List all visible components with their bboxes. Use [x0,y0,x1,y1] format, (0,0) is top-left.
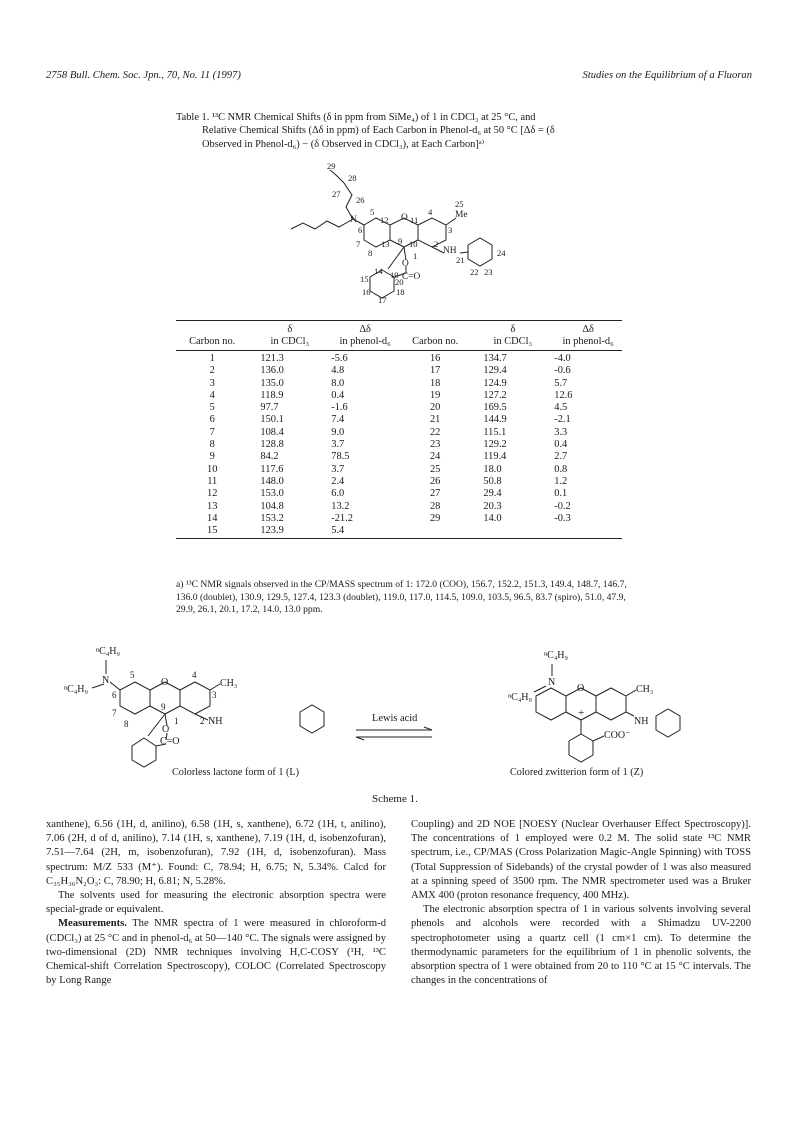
table-cell-dd1: 9.0 [331,426,345,438]
table-cell-c1: 8 [209,439,215,451]
table-cell-c2: 17 [429,365,441,377]
table-cell-d1: 135.0 [260,377,284,389]
label-26: 26 [356,195,365,205]
table-row [176,414,622,426]
label-10: 10 [409,239,418,249]
table-cell-dd1: -1.6 [331,402,348,414]
table-row [176,513,622,525]
table-cell-dd2 [542,525,622,539]
table-cell-c2: 28 [429,500,441,512]
table-cell-c1: 5 [209,402,215,414]
table-cell-d1: 136.0 [260,365,284,377]
table-cell-c1: 10 [207,463,218,475]
label-1: 1 [413,251,418,261]
scheme-title: Scheme 1. [372,793,418,805]
l-bond-n-ring [110,682,120,690]
table-cell-d1: 121.3 [260,353,284,364]
table-cell-dd1: 2.4 [331,475,345,487]
table-footnote: a) ¹³C NMR signals observed in the CP/MASS spectrum of 1: 172.0 (COO), 156.7, 152.2, 151.3, 149.4, 148.7, 146.7, 136.0 (doublet), 130.9, 129.5, 127.4, 123.3 (doublet), 119.0, 117.0, 114.5, 109.0, 103.5, 96.5, 83.7 (spiro), 51.0, 47.9, 29.9, 26.1, 20.1, 17.2, 14.0, 13.0 ppm. [176,579,627,616]
table-cell-d2: 18.0 [483,463,502,475]
table-cell-d1: 84.2 [260,451,279,463]
table-cell-d2: 14.0 [483,512,502,524]
r-label-bu-a: ⁿC₄H₉ [544,650,569,661]
table-cell-d2: 129.4 [483,365,507,377]
table-cell-d2: 20.3 [483,500,502,512]
l-label-co: C=O [160,736,180,747]
table-cell-d1: 150.1 [260,414,284,426]
scheme-1-drawing [60,640,740,768]
table-cell-c2: 25 [429,463,441,475]
table-cell-c1: 4 [209,389,215,401]
table-cell-c1: 6 [209,414,215,426]
r-label-coo: COO⁻ [604,730,631,741]
table-cell-d2: 29.4 [483,488,502,500]
table-cell-dd1: 6.0 [331,488,345,500]
table-cell-dd1: 4.8 [331,365,345,377]
measurements-text: The NMR spectra of 1 were measured in chloroform-d (CDCl₃) at 25 °C and in phenol-d₆ at 50—140 °C. The signals were assigned by two-dimensional (2D) NMR techniques involving H,C-COSY (¹H, ¹³C Chemical-shift Correlation Spectroscopy), COLOC (Correlated Spectroscopy by Long Range [46,918,386,987]
label-9: 9 [398,236,403,246]
r-label-plus: + [578,707,585,719]
table-cell-c2: 19 [429,389,441,401]
table-cell-dd2: 4.5 [554,402,568,414]
th-carbon-1: Carbon no. [176,336,248,351]
caption-line-3: Observed in Phenol-d₆) − (δ Observed in CDCl₃), at Each Carbon]ᵃ⁾ [202,138,485,150]
table-cell-dd1: -5.6 [331,353,348,364]
table-cell-c1: 3 [209,377,215,389]
table-cell-d2: 115.1 [483,426,507,438]
label-27: 27 [332,189,341,199]
label-3: 3 [448,225,453,235]
caption-lactone-form: Colorless lactone form of 1 (L) [172,767,300,778]
measurements-heading: Measurements. [58,918,127,930]
table-cell-dd1: 13.2 [331,500,350,512]
table-cell-c2: 16 [429,353,441,364]
th-delta-1: δ [248,321,319,337]
table-cell-dd1: 0.4 [331,389,345,401]
l-label-2: 2 [200,716,205,726]
label-24: 24 [497,248,506,258]
label-18: 18 [396,287,405,297]
l-label-nh: NH [208,716,223,727]
r-label-nh: NH [634,716,649,727]
label-2: 2 [434,239,439,249]
table-cell-d2: 127.2 [483,389,507,401]
left-paragraph-1: xanthene), 6.56 (1H, d, anilino), 6.58 (1H, s, xanthene), 6.72 (1H, t, anilino), 7.06 (2H, d of d, anilino), 7.14 (1H, s, xanthene), 7.19 (1H, d, isobenzofuran), 7.51—7.64 (2H, m, isobenzofuran), 7.92 (1H, d, isobenzofuran). Mass spectrum: M/Z 533 (M⁺). Found: C, 78.94; H, 6.75; N, 5.34%. Calcd for C₃₅H₃₆N₂O₃: C, 78.90; H, 6.81; N, 5.28%. [46,819,386,887]
r-bond-nh [626,712,634,716]
table-row [176,390,622,402]
table-cell-dd2: 0.4 [554,439,568,451]
table-cell-c1: 13 [207,500,218,512]
table-cell-c1: 15 [176,525,248,539]
label-14: 14 [374,266,383,276]
table-cell-dd2: 0.8 [554,463,568,475]
ring-right [418,218,446,247]
label-11: 11 [410,215,419,225]
table-cell-dd2: 1.2 [554,475,568,487]
r-bond-ch3 [626,690,636,696]
table-cell-c1: 1 [209,353,215,364]
r-label-n: N [548,677,556,688]
table-cell-c2 [399,525,471,539]
table-cell-d1: 153.2 [260,512,284,524]
l-ring-phenyl [300,705,324,733]
r-ring-left [536,688,566,720]
body-column-right [411,818,751,988]
caption-zwitterion-form: Colored zwitterion form of 1 (Z) [510,767,644,778]
bond-nh-ph [460,252,468,253]
table-cell-dd2: 0.1 [554,488,568,500]
table-cell-c1: 12 [207,488,218,500]
table-cell-d1: 148.0 [260,475,284,487]
label-8: 8 [368,248,373,258]
th-ddelta-2: Δδ [542,321,622,337]
table-cell-dd2: -2.1 [554,414,571,426]
table-cell-d1: 97.7 [260,402,279,414]
right-paragraph-2: The electronic absorption spectra of 1 in various solvents involving several phenols and alcohols were recorded with a Shimadzu UV-2200 spectrophotometer using a quartz cell (1 cm×1 cm). To determine the thermodynamic parameters for the equilibrium of 1 in phenolic solvents, the absorption spectra of 1 were obtained from 20 to 110 °C at 15 °C intervals. The changes in the concentrations of [411,904,751,987]
table-cell-dd1: 3.7 [331,463,345,475]
table-cell-c2: 27 [429,488,441,500]
table-cell-c2: 29 [429,512,441,524]
table-cell-c2: 22 [429,426,441,438]
l-label-4: 4 [192,670,197,680]
table-cell-c1: 7 [209,426,215,438]
table-cell-c2: 23 [429,439,441,451]
label-12: 12 [380,215,389,225]
table-cell-dd2: 12.6 [554,389,573,401]
table-row [176,451,622,463]
label-7: 7 [356,239,361,249]
caption-line-2: Relative Chemical Shifts (Δδ in ppm) of Each Carbon in Phenol-d₆ at 50 °C [Δδ = (δ [202,125,555,137]
label-16: 16 [362,287,371,297]
caption-line-1: Table 1. ¹³C NMR Chemical Shifts (δ in ppm from SiMe₄) of 1 in CDCl₃ at 25 °C, and [176,112,536,123]
table-cell-d2: 50.8 [483,475,502,487]
th-blank-1 [176,321,248,337]
table-cell-c1: 11 [207,475,218,487]
label-25: 25 [455,199,464,209]
th-phenol-1: in phenol-d₆ [319,336,399,351]
label-4: 4 [428,207,433,217]
l-ring-benzo [132,738,156,767]
r-bond-coo [593,736,604,741]
table-row [176,488,622,500]
body-column-left [46,818,386,988]
ring-phenyl [468,238,492,266]
table-cell-d1: 128.8 [260,439,284,451]
table-cell-d2: 119.4 [483,451,507,463]
header-title: Studies on the Equilibrium of a Fluoran [582,70,752,81]
label-6: 6 [358,225,363,235]
l-label-o2: O [162,724,170,735]
l-label-n: N [102,675,110,686]
l-label-bu-a: ⁿC₄H₉ [96,646,121,657]
l-ring-left [120,682,150,714]
table-cell-d1: 108.4 [260,426,284,438]
label-13: 13 [381,239,390,249]
table-cell-d1: 104.8 [260,500,284,512]
table-cell-d1: 117.6 [260,463,284,475]
table-cell-d1: 118.9 [260,389,284,401]
table-cell-dd2: 5.7 [554,377,568,389]
table-caption [176,111,596,151]
table-row [176,365,622,377]
table-row [176,351,622,366]
label-15: 15 [360,274,369,284]
table-row [176,464,622,476]
l-label-1: 1 [174,716,179,726]
table-row [176,402,622,414]
label-o-lactone: O [402,259,409,269]
table-cell-d2: 134.7 [483,353,507,364]
table-cell-d2: 124.9 [483,377,507,389]
table-cell-dd1: 8.0 [331,377,345,389]
chain-left [291,219,353,229]
r-ring-phenyl [656,709,680,737]
l-label-ch3: CH₃ [220,678,238,689]
l-ring-right [180,682,210,714]
table-cell-d2: 144.9 [483,414,507,426]
th-cdcl3-2: in CDCl₃ [471,336,542,351]
table-cell-dd2: -0.2 [554,500,571,512]
th-cdcl3-1: in CDCl₃ [248,336,319,351]
right-paragraph-1: Coupling) and 2D NOE [NOESY (Nuclear Overhauser Effect Spectroscopy)]. The concentrations of 1 employed were 0.2 M. The solid state ¹³C NMR spectrum, i.e., CP/MAS (Cross Polarization Magic-Angle Spinning) with TOSS (Total Suppression of Sidebands) of the crystal powder of 1 was also measured at a spinning speed of 3500 rpm. The NMR spectrometer used was a Bruker AMX 400 (proton resonance frequency, 400 MHz). [411,819,751,902]
table-cell-d2: 129.2 [483,439,507,451]
label-co: C=O [402,272,421,282]
label-n: N [350,215,357,225]
left-paragraph-3 [46,917,386,988]
table-cell-c2: 20 [429,402,441,414]
label-20: 20 [395,277,404,287]
th-delta-2: δ [471,321,542,337]
label-nh: NH [443,246,457,256]
l-label-9: 9 [161,702,166,712]
label-23: 23 [484,267,493,277]
label-o: O [401,213,408,223]
l-bond-c9-r [165,706,180,714]
nmr-table [176,320,622,539]
table-cell-c2: 24 [429,451,441,463]
table-cell-c1: 9 [209,451,215,463]
label-me: Me [455,210,468,220]
label-19: 19 [390,270,399,280]
l-label-7: 7 [112,708,117,718]
table-cell-dd1: 7.4 [331,414,345,426]
table-cell-dd1: 3.7 [331,439,345,451]
l-label-8: 8 [124,719,129,729]
th-phenol-2: in phenol-d₆ [542,336,622,351]
table-cell-dd2: 2.7 [554,451,568,463]
l-label-3: 3 [212,690,217,700]
lewis-acid-label: Lewis acid [372,713,418,724]
table-cell-c2: 26 [429,475,441,487]
table-cell-d1: 153.0 [260,488,284,500]
table-row [176,476,622,488]
r-ring-benzo [569,734,593,762]
label-21: 21 [456,255,465,265]
table-cell-c2: 18 [429,377,441,389]
r-label-bu-b: ⁿC₄H₉ [508,692,533,703]
label-28: 28 [348,173,357,183]
l-label-bu-b: ⁿC₄H₉ [64,684,89,695]
l-label-5: 5 [130,670,135,680]
l-label-o: O [161,677,169,688]
label-22: 22 [470,267,479,277]
r-ring-right [596,688,626,720]
table-row [176,378,622,390]
table-cell-d2 [471,525,542,539]
th-carbon-2: Carbon no. [399,336,471,351]
table-cell-dd1: -21.2 [331,512,353,524]
table-row [176,439,622,451]
table-row [176,501,622,513]
table-cell-c1: 2 [209,365,215,377]
th-ddelta-1: Δδ [319,321,399,337]
table-row [176,427,622,439]
table-cell-dd1: 78.5 [331,451,350,463]
table-cell-d1: 123.9 [248,525,319,539]
label-5: 5 [370,207,375,217]
numbered-structure [270,163,530,303]
table-cell-dd2: -4.0 [554,353,571,364]
header-journal: 2758 Bull. Chem. Soc. Jpn., 70, No. 11 (1997) [46,70,241,81]
table-cell-dd2: -0.3 [554,512,571,524]
table-cell-c1: 14 [207,512,218,524]
l-label-6: 6 [112,690,117,700]
table-cell-dd2: 3.3 [554,426,568,438]
left-paragraph-2: The solvents used for measuring the electronic absorption spectra were special-grade or equivalent. [46,890,386,916]
table-row [176,525,622,539]
running-header [46,70,752,86]
table-cell-c2: 21 [429,414,441,426]
label-29: 29 [327,163,336,171]
th-blank-2 [399,321,471,337]
table-cell-d2: 169.5 [483,402,507,414]
label-17: 17 [378,295,387,303]
r-label-ch3: CH₃ [636,684,654,695]
table-cell-dd2: -0.6 [554,365,571,377]
table-cell-dd1: 5.4 [319,525,399,539]
r-label-o: O [577,683,585,694]
